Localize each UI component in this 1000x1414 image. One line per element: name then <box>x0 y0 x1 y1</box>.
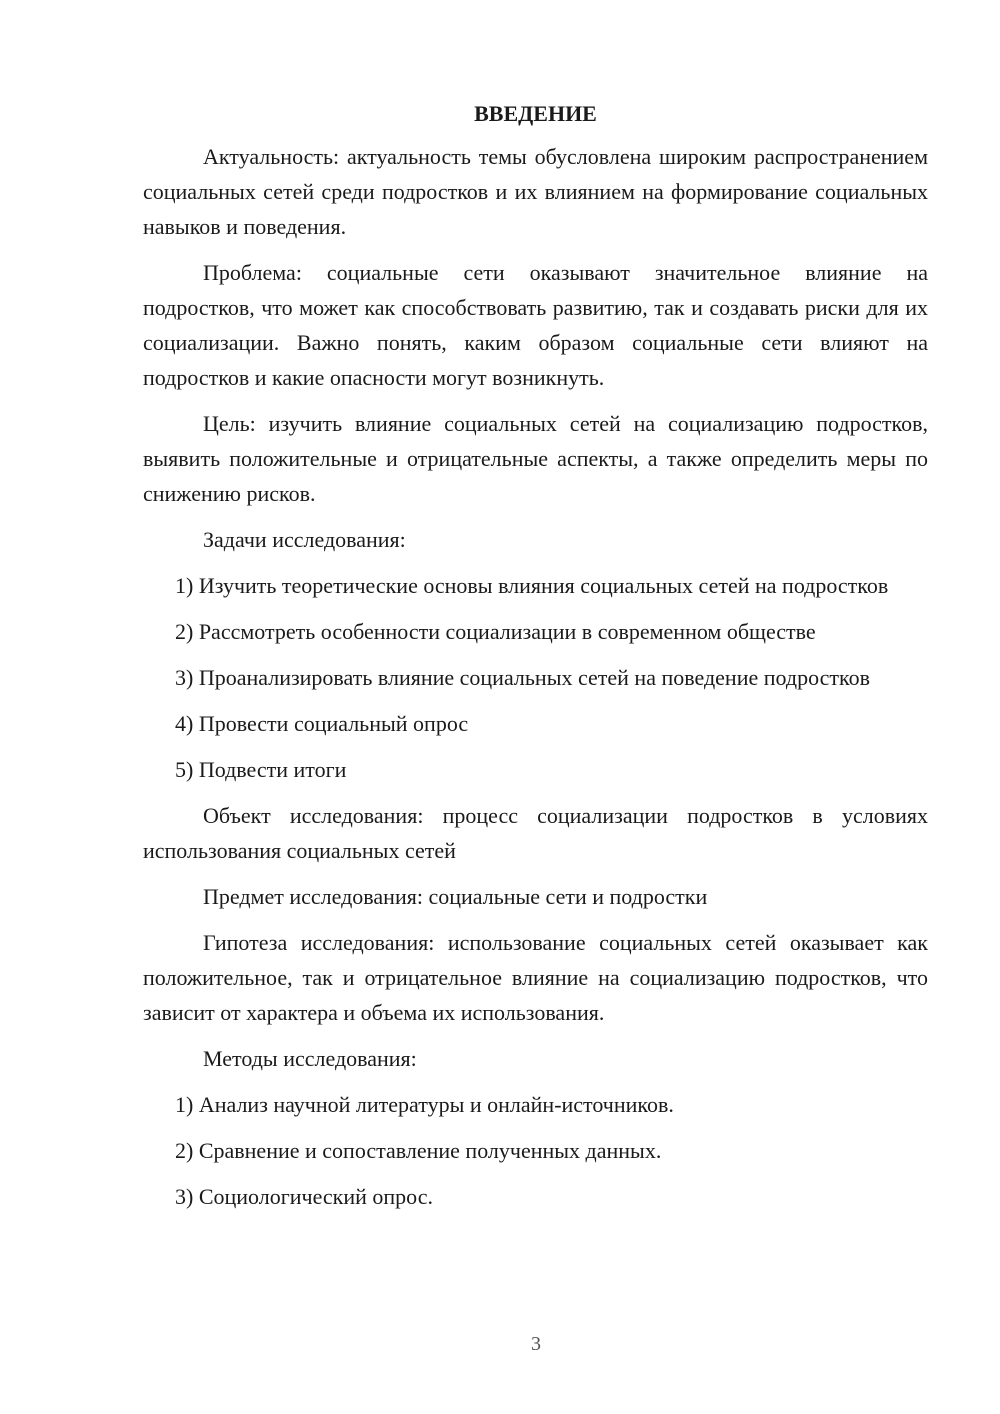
task-item: 3) Проанализировать влияние социальных сетей на поведение подростков <box>175 665 870 690</box>
page-number: 3 <box>531 1333 541 1355</box>
problem-paragraph: Проблема: социальные сети оказывают значительное влияние на подростков, что может как способствовать развитию, так и создавать риски для их социализации. Важно понять, каким образом социальные сети влияют на подростков и какие опасности могут возникнуть. <box>143 260 928 390</box>
task-item: 2) Рассмотреть особенности социализации в современном обществе <box>175 619 816 644</box>
hypothesis-paragraph: Гипотеза исследования: использование социальных сетей оказывает как положительное, так и отрицательное влияние на социализацию подростков, что зависит от характера и объема их использования. <box>143 930 928 1025</box>
page-body <box>143 96 928 1225</box>
relevance-paragraph: Актуальность: актуальность темы обусловлена широким распространением социальных сетей среди подростков и их влиянием на формирование социальных навыков и поведения. <box>143 144 928 239</box>
method-item: 3) Социологический опрос. <box>175 1184 433 1209</box>
task-item: 1) Изучить теоретические основы влияния социальных сетей на подростков <box>175 573 889 598</box>
method-item: 2) Сравнение и сопоставление полученных данных. <box>175 1138 662 1163</box>
methods-heading: Методы исследования: <box>203 1046 417 1071</box>
task-item: 4) Провести социальный опрос <box>175 711 469 736</box>
goal-paragraph: Цель: изучить влияние социальных сетей на социализацию подростков, выявить положительные и отрицательные аспекты, а также определить меры по снижению рисков. <box>143 411 928 506</box>
object-paragraph: Объект исследования: процесс социализации подростков в условиях использования социальных сетей <box>143 803 928 863</box>
method-item: 1) Анализ научной литературы и онлайн-источников. <box>175 1092 674 1117</box>
page-title: ВВЕДЕНИЕ <box>474 101 597 126</box>
tasks-heading: Задачи исследования: <box>203 527 406 552</box>
subject-paragraph: Предмет исследования: социальные сети и подростки <box>203 884 708 909</box>
task-item: 5) Подвести итоги <box>175 757 347 782</box>
